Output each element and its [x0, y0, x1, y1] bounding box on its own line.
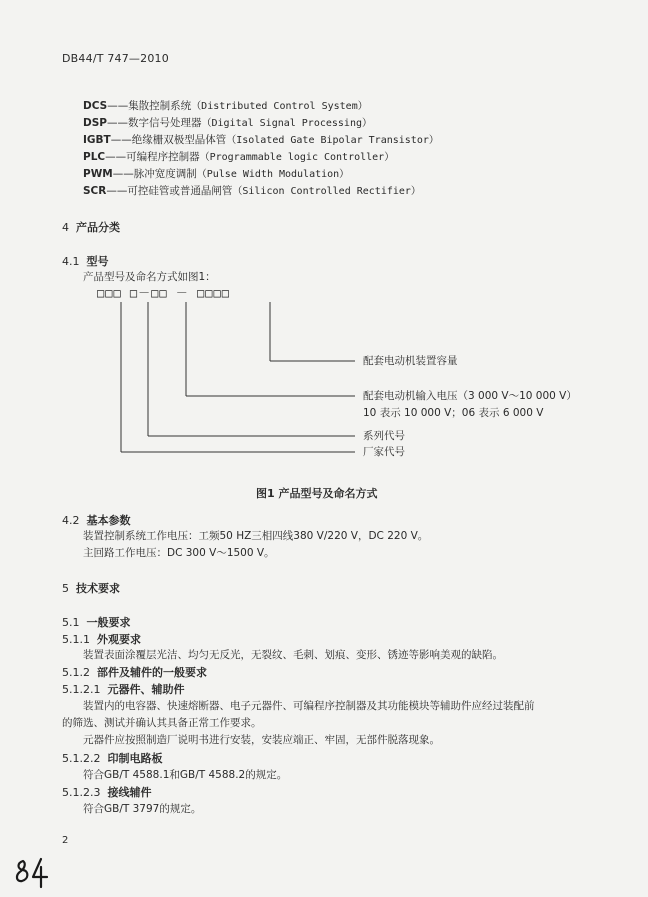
section-title: 元器件、辅助件	[107, 683, 185, 696]
section-title: 基本参数	[86, 514, 131, 527]
abbr-zh: 可编程序控制器	[126, 151, 200, 163]
page-number: 2	[62, 835, 69, 846]
section-number: 5.1.2.1	[62, 683, 101, 696]
abbr-sep: ——	[106, 117, 128, 129]
section-title: 部件及辅件的一般要求	[97, 666, 207, 679]
section-5-1-2-1-heading	[62, 681, 184, 697]
section-5-1-2-2-text: 符合GB/T 4588.1和GB/T 4588.2的规定。	[83, 769, 288, 781]
section-5-1-1-text: 装置表面涂覆层光洁、均匀无反光，无裂纹、毛刺、划痕、变形、锈迹等影响美观的缺陷。	[83, 649, 503, 661]
section-4-2-line2: 主回路工作电压：DC 300 V～1500 V。	[83, 547, 275, 559]
abbr-term: IGBT	[83, 134, 111, 146]
abbr-en: （Digital Signal Processing）	[201, 118, 372, 129]
section-title: 技术要求	[76, 582, 120, 595]
label-voltage-note: 10 表示 10 000 V；06 表示 6 000 V	[363, 407, 544, 419]
abbr-sep: ——	[110, 134, 132, 146]
abbr-sep: ——	[107, 100, 129, 112]
section-5-1-1-heading	[62, 631, 141, 647]
section-title: 产品分类	[76, 221, 120, 234]
figure-caption: 图1 产品型号及命名方式	[256, 487, 378, 500]
section-5-1-2-3-heading	[62, 784, 151, 800]
section-4-2-heading	[62, 512, 131, 528]
section-number: 4	[62, 221, 69, 234]
section-number: 5.1.2.2	[62, 752, 101, 765]
label-series: 系列代号	[363, 430, 405, 442]
section-5-1-2-3-text: 符合GB/T 3797的规定。	[83, 803, 202, 815]
abbr-en: （Isolated Gate Bipolar Transistor）	[226, 135, 439, 146]
section-title: 接线辅件	[107, 786, 152, 799]
section-4-2-line1: 装置控制系统工作电压：工频50 HZ三相四线380 V/220 V，DC 220 V。	[83, 530, 429, 542]
model-code-boxes: □□□ □－□□ － □□□□	[97, 286, 230, 300]
section-title: 一般要求	[86, 616, 131, 629]
document-code: DB44/T 747—2010	[62, 52, 169, 65]
section-number: 5.1	[62, 616, 80, 629]
abbr-en: （Silicon Controlled Rectifier）	[232, 186, 421, 197]
section-5-1-2-2-heading	[62, 750, 162, 766]
abbr-zh: 绝缘栅双极型晶体管	[131, 134, 227, 146]
section-5-1-2-heading	[62, 664, 207, 680]
section-4-1-text: 产品型号及命名方式如图1：	[83, 271, 216, 283]
section-number: 5.1.1	[62, 633, 90, 646]
label-maker: 厂家代号	[363, 446, 405, 458]
label-voltage: 配套电动机输入电压（3 000 V～10 000 V）	[363, 390, 577, 402]
abbr-term: DSP	[83, 117, 107, 129]
abbr-zh: 集散控制系统	[128, 100, 192, 112]
abbr-term: DCS	[83, 100, 108, 112]
section-5-1-heading	[62, 614, 131, 630]
section-5-1-2-1-text-line3: 元器件应按照制造厂说明书进行安装，安装应端正、牢固，无部件脱落现象。	[83, 734, 440, 746]
section-5-1-2-1-text-line1: 装置内的电容器、快速熔断器、电子元器件、可编程序控制器及其功能模块等辅助件应经过装配前	[83, 700, 535, 712]
abbr-en: （Distributed Control System）	[191, 101, 368, 112]
abbr-term: PWM	[83, 168, 113, 180]
abbr-en: （Pulse Width Modulation）	[196, 169, 350, 180]
abbr-en: （Programmable logic Controller）	[199, 152, 395, 163]
abbr-term: PLC	[83, 151, 106, 163]
abbr-sep: ——	[112, 168, 134, 180]
label-capacity: 配套电动机装置容量	[363, 355, 458, 367]
abbr-zh: 数字信号处理器	[127, 117, 202, 129]
section-5-1-2-1-text-line2: 的筛选、测试并确认其具备正常工作要求。	[62, 717, 262, 729]
section-number: 5.1.2.3	[62, 786, 101, 799]
section-title: 印制电路板	[107, 752, 163, 765]
section-title: 型号	[86, 255, 109, 268]
section-number: 4.2	[62, 514, 80, 527]
section-5-heading	[62, 580, 120, 596]
section-title: 外观要求	[97, 633, 141, 646]
section-number: 4.1	[62, 255, 80, 268]
abbr-term: SCR	[83, 185, 107, 197]
section-number: 5.1.2	[62, 666, 90, 679]
section-number: 5	[62, 582, 69, 595]
abbr-zh: 脉冲宽度调制	[133, 168, 197, 180]
abbr-zh: 可控硅管或普通晶闸管	[127, 185, 233, 197]
handwritten-mark	[13, 855, 53, 889]
abbr-sep: ——	[105, 151, 127, 163]
abbr-sep: ——	[106, 185, 128, 197]
